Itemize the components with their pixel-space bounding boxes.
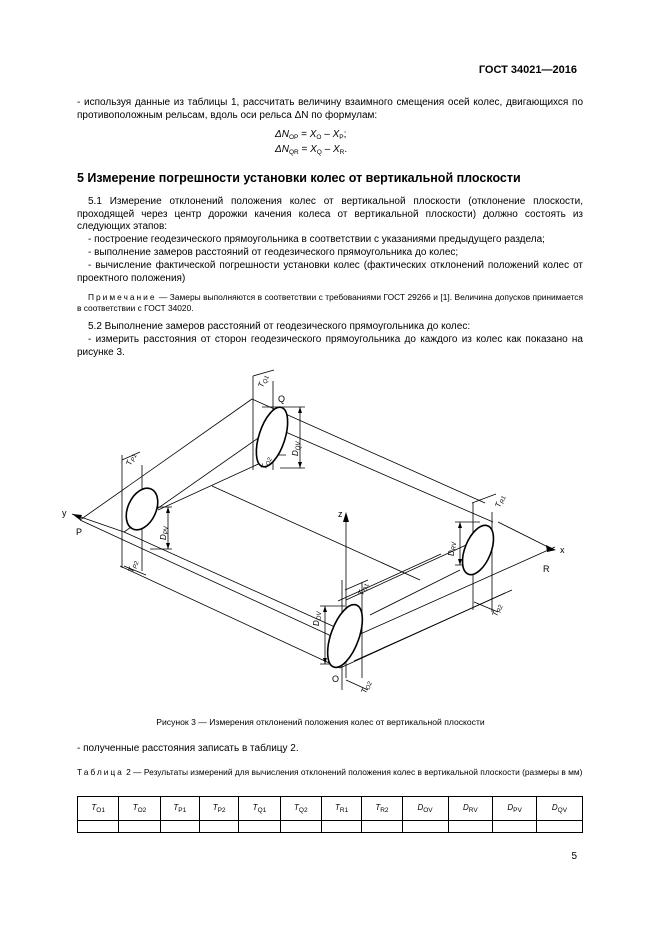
dim-dov-label: $D_{OV}$: [312, 611, 323, 626]
table-header-cell: $D_{OV}$: [402, 797, 448, 821]
dim-tp2-label: $T_{P2}$: [126, 560, 141, 574]
table-cell: [362, 821, 402, 833]
dim-tq2-label: $T_{Q2}$: [259, 457, 274, 471]
bullet-3: - вычисление фактической погрешности установки колес (фактических отклонений положений колес от проектного положения): [77, 260, 583, 284]
table-cell: [199, 821, 238, 833]
paragraph-5-2: 5.2 Выполнение замеров расстояний от геодезического прямоугольника до колес:: [88, 321, 471, 332]
dim-to1-label: $T_{Q1}$: [256, 375, 271, 389]
table-header-cell: $T_{R1}$: [321, 797, 361, 821]
point-o-label: O: [332, 674, 340, 684]
table-cell: [119, 821, 160, 833]
point-p-label: P: [76, 527, 83, 537]
table-empty-row: [78, 821, 583, 833]
table-2: [77, 796, 583, 833]
table-cell: [160, 821, 199, 833]
table-cell: [493, 821, 537, 833]
dim-to2-label: $T_{O2}$: [359, 681, 374, 695]
axis-x-label: x: [560, 545, 565, 555]
table-cell: [448, 821, 493, 833]
page-number: 5: [571, 851, 577, 862]
table-cell: [402, 821, 448, 833]
point-r-label: R: [543, 564, 550, 574]
table-header-cell: $T_{P2}$: [199, 797, 238, 821]
table-header-cell: $T_{O2}$: [119, 797, 160, 821]
note: Примечание — Замеры выполняются в соответствии с требованиями ГОСТ 29266 и [1]. Величина допусков принимается в соответствии с ГОСТ 34020.: [77, 292, 583, 313]
axis-z-label: z: [338, 509, 343, 519]
paragraph-5-2-bullet: - измерить расстояния от сторон геодезического прямоугольника до каждого из колес как показано на рисунке 3.: [77, 334, 583, 358]
document-code: ГОСТ 34021—2016: [478, 64, 577, 76]
table-header-cell: $T_{P1}$: [160, 797, 199, 821]
dim-tr1-label: $T_{R1}$: [493, 495, 508, 509]
table-header-cell: $T_{Q1}$: [239, 797, 280, 821]
table-header-cell: $D_{QV}$: [536, 797, 582, 821]
dim-tr2-label: $T_{R2}$: [490, 604, 505, 618]
figure-caption: Рисунок 3 — Измерения отклонений положения колес от вертикальной плоскости: [156, 717, 485, 727]
intro-bullet: - используя данные из таблицы 1, рассчитать величину взаимного смещения осей колес, двигающихся по противоположным рельсам, вдоль оси рельса ΔN по формулам:: [77, 97, 583, 121]
formula-qr: $\Delta N_{QR} = X_Q - X_R$.: [275, 144, 348, 156]
axis-y-label: y: [62, 508, 67, 518]
table-header-cell: $T_{O1}$: [78, 797, 119, 821]
after-bullet: - полученные расстояния записать в таблицу 2.: [77, 743, 299, 754]
table-header-cell: $D_{RV}$: [448, 797, 493, 821]
table-header-cell: $T_{R2}$: [362, 797, 402, 821]
table-cell: [239, 821, 280, 833]
table-header-row: [78, 797, 583, 821]
bullet-2: - выполнение замеров расстояний от геодезического прямоугольника до колес;: [88, 247, 459, 258]
point-q-label: Q: [278, 394, 286, 404]
table-cell: [321, 821, 361, 833]
bullet-1: - построение геодезического прямоугольника в соответствии с указаниями предыдущего раздела;: [88, 234, 545, 245]
dim-tp1-label: $T_{P1}$: [124, 453, 139, 467]
table-header-cell: $T_{Q2}$: [280, 797, 321, 821]
dim-drv-label: $D_{RV}$: [447, 541, 458, 556]
section-5-heading: 5 Измерение погрешности установки колес от вертикальной плоскости: [77, 171, 521, 185]
dim-to1-bottom-label: $T_{O1}$: [356, 583, 371, 597]
dim-dqv-label: $D_{QV}$: [291, 441, 302, 456]
table-cell: [78, 821, 119, 833]
table-header-cell: $D_{PV}$: [493, 797, 537, 821]
dim-dpv-label: $D_{PV}$: [159, 526, 170, 540]
table-cell: [280, 821, 321, 833]
table-2-title: Таблица 2 — Результаты измерений для вычисления отклонений положения колес в вертикальной плоскости (размеры в мм): [77, 767, 583, 777]
table-cell: [536, 821, 582, 833]
formula-op: $\Delta N_{OP} = X_O - X_P$;: [275, 129, 347, 141]
paragraph-5-1: 5.1 Измерение отклонений положения колес от вертикальной плоскости (отклонение плоскости, проходящей через центр дорожки качения колеса от вертикальной плоскости) должно состоять из следующих этапов:: [77, 196, 583, 232]
